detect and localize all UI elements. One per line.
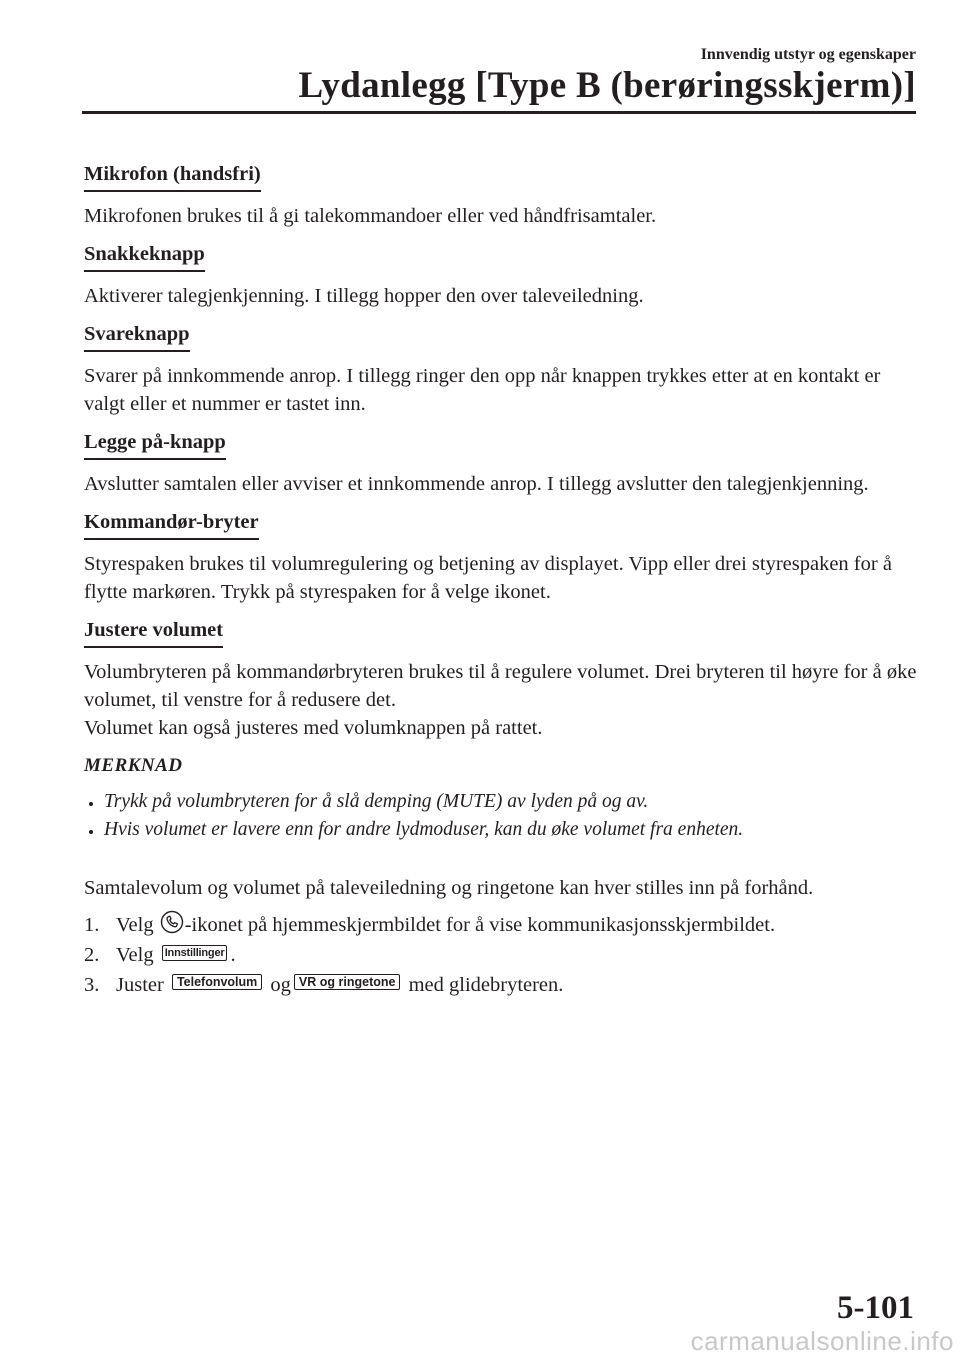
note-heading: MERKNAD xyxy=(84,755,183,776)
step-text: . xyxy=(230,944,236,966)
section-text-extra: Volumet kan også justeres med volumknappen på rattet. xyxy=(84,717,543,739)
section-heading: Snakkeknapp xyxy=(84,240,205,272)
step-text: -ikonet på hjemmeskjermbildet for å vise kommunikasjonsskjermbildet. xyxy=(184,914,776,936)
procedure-intro: Samtalevolum og volumet på taleveiledning og ringetone kan hver stilles inn på forhånd. xyxy=(84,877,814,899)
step-text: og xyxy=(265,974,291,996)
section-mikrofon xyxy=(84,160,919,230)
section-heading: Legge på-knapp xyxy=(84,428,226,460)
watermark: carmanualsonline.info xyxy=(690,1326,954,1356)
step-text: Velg xyxy=(116,914,159,936)
vr-ringtone-button[interactable]: VR og ringetone xyxy=(294,974,401,990)
step-text: Velg xyxy=(116,944,159,966)
phone-icon xyxy=(160,910,184,934)
page-title: Lydanlegg [Type B (berøringsskjerm)] xyxy=(298,65,916,106)
step-text: med glidebryteren. xyxy=(403,974,564,996)
note-list xyxy=(84,788,919,844)
note-item: Hvis volumet er lavere enn for andre lydmoduser, kan du øke volumet fra enheten. xyxy=(84,816,919,844)
settings-button[interactable]: Innstillinger xyxy=(162,945,228,961)
section-heading: Mikrofon (handsfri) xyxy=(84,160,261,192)
section-text: Mikrofonen brukes til å gi talekommandoer eller ved håndfrisamtaler. xyxy=(84,205,657,227)
section-heading: Justere volumet xyxy=(84,616,223,648)
section-heading: Kommandør-bryter xyxy=(84,508,259,540)
section-text: Styrespaken brukes til volumregulering og betjening av displayet. Vipp eller drei styrespaken for å flytte markøren. Trykk på styrespaken for å velge ikonet. xyxy=(84,553,892,603)
step-1 xyxy=(84,910,919,940)
step-number: 3. xyxy=(84,974,100,996)
step-2 xyxy=(84,940,919,970)
section-text: Svarer på innkommende anrop. I tillegg ringer den opp når knappen trykkes etter at en kontakt er valgt eller et nummer er tastet inn. xyxy=(84,365,881,415)
chapter-label: Innvendig utstyr og egenskaper xyxy=(700,46,916,63)
section-justere-volumet xyxy=(84,616,919,742)
section-text: Volumbryteren på kommandørbryteren brukes til å regulere volumet. Drei bryteren til høyre for å øke volumet, til venstre for å redusere det. xyxy=(84,661,917,711)
step-number: 2. xyxy=(84,944,100,966)
step-number: 1. xyxy=(84,914,100,936)
procedure-steps xyxy=(84,910,919,1000)
section-snakkeknapp xyxy=(84,240,919,310)
section-svareknapp xyxy=(84,320,919,418)
note-item: Trykk på volumbryteren for å slå demping (MUTE) av lyden på og av. xyxy=(84,788,919,816)
step-3 xyxy=(84,970,919,1000)
section-kommandor-bryter xyxy=(84,508,919,606)
phone-volume-button[interactable]: Telefonvolum xyxy=(172,974,262,990)
content xyxy=(84,160,919,1000)
section-text: Aktiverer talegjenkjenning. I tillegg hopper den over taleveiledning. xyxy=(84,285,644,307)
section-heading: Svareknapp xyxy=(84,320,190,352)
page-number: 5-101 xyxy=(837,1290,914,1326)
step-text: Juster xyxy=(116,974,169,996)
section-text: Avslutter samtalen eller avviser et innkommende anrop. I tillegg avslutter den talegjenkjenning. xyxy=(84,473,869,495)
section-legge-pa-knapp xyxy=(84,428,919,498)
header-rule xyxy=(82,111,916,114)
